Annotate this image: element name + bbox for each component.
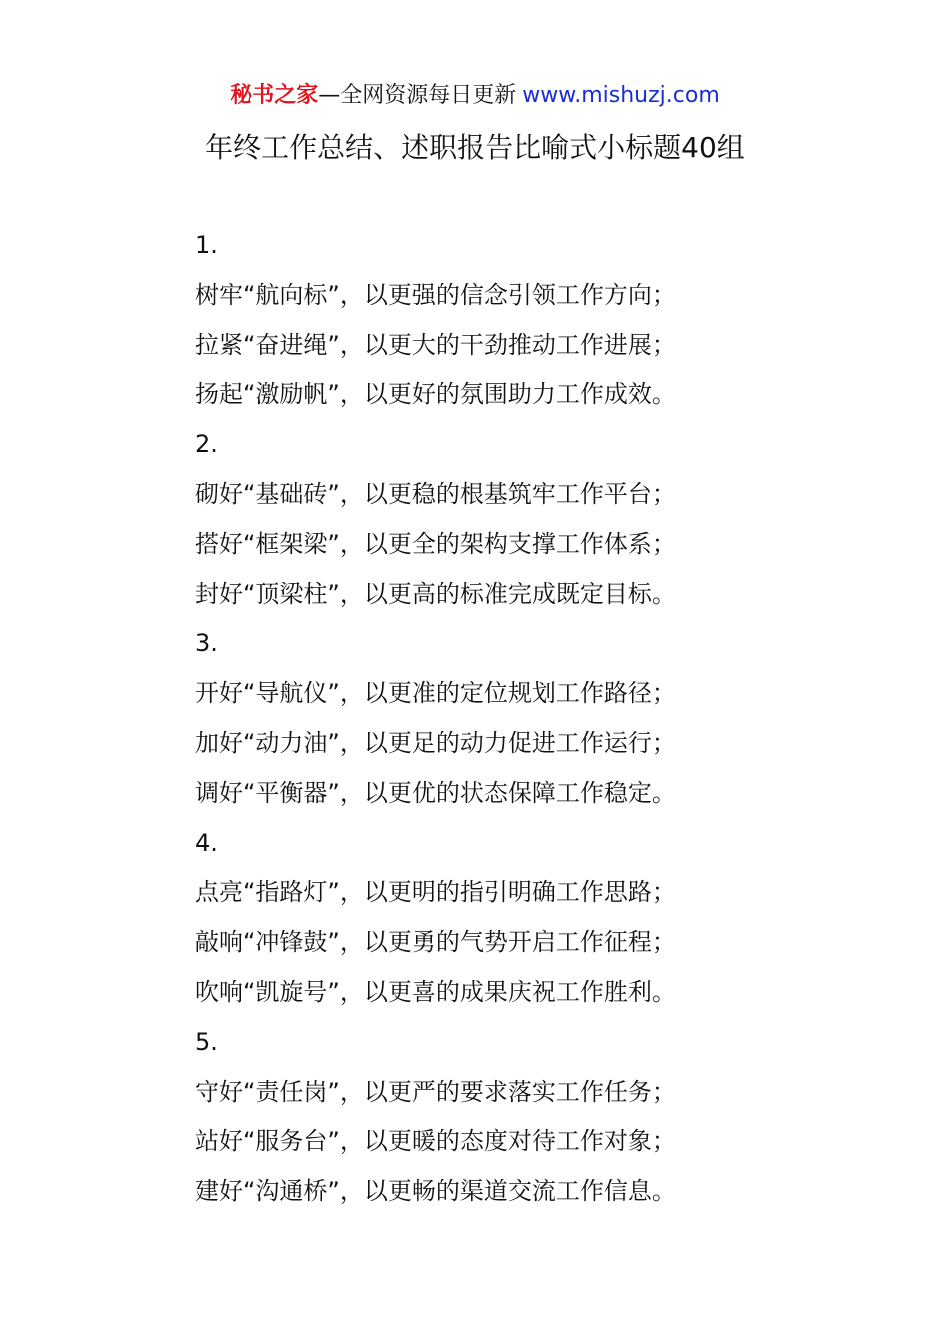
group-number: 1.: [195, 231, 218, 259]
slogan-line: 树牢“航向标”，以更强的信念引领工作方向；: [195, 280, 676, 309]
slogan-line: 建好“沟通桥”，以更畅的渠道交流工作信息。: [195, 1177, 676, 1206]
slogan-line: 加好“动力油”，以更足的动力促进工作运行；: [195, 728, 676, 757]
slogan-line: 扬起“激励帆”，以更好的氛围助力工作成效。: [195, 380, 676, 409]
site-url-link[interactable]: www.mishuzj.com: [522, 83, 720, 108]
slogan-line: 封好“顶梁柱”，以更高的标准完成既定目标。: [195, 579, 676, 608]
group-number: 4.: [195, 828, 218, 857]
slogan-line: 砌好“基础砖”，以更稳的根基筑牢工作平台；: [195, 479, 676, 508]
slogan-line: 敲响“冲锋鼓”，以更勇的气势开启工作征程；: [195, 928, 676, 957]
header-tagline: —全网资源每日更新: [318, 83, 517, 108]
site-header: [0, 80, 950, 112]
group-number: 2.: [195, 430, 218, 459]
slogan-line: 点亮“指路灯”，以更明的指引明确工作思路；: [195, 878, 676, 907]
slogan-line: 搭好“框架梁”，以更全的架构支撑工作体系；: [195, 529, 676, 558]
slogan-line: 守好“责任岗”，以更严的要求落实工作任务；: [195, 1077, 676, 1106]
group-number: 3.: [195, 629, 218, 658]
document-body: [195, 221, 895, 1217]
slogan-line: 拉紧“奋进绳”，以更大的干劲推动工作进展；: [195, 330, 676, 359]
group-number: 5.: [195, 1027, 218, 1056]
brand-name: 秘书之家: [230, 83, 319, 108]
document-title: 年终工作总结、述职报告比喻式小标题40组: [205, 131, 745, 164]
slogan-line: 站好“服务台”，以更暖的态度对待工作对象；: [195, 1127, 676, 1156]
slogan-line: 调好“平衡器”，以更优的状态保障工作稳定。: [195, 778, 676, 807]
slogan-line: 开好“导航仪”，以更准的定位规划工作路径；: [195, 679, 676, 708]
slogan-line: 吹响“凯旋号”，以更喜的成果庆祝工作胜利。: [195, 977, 676, 1006]
